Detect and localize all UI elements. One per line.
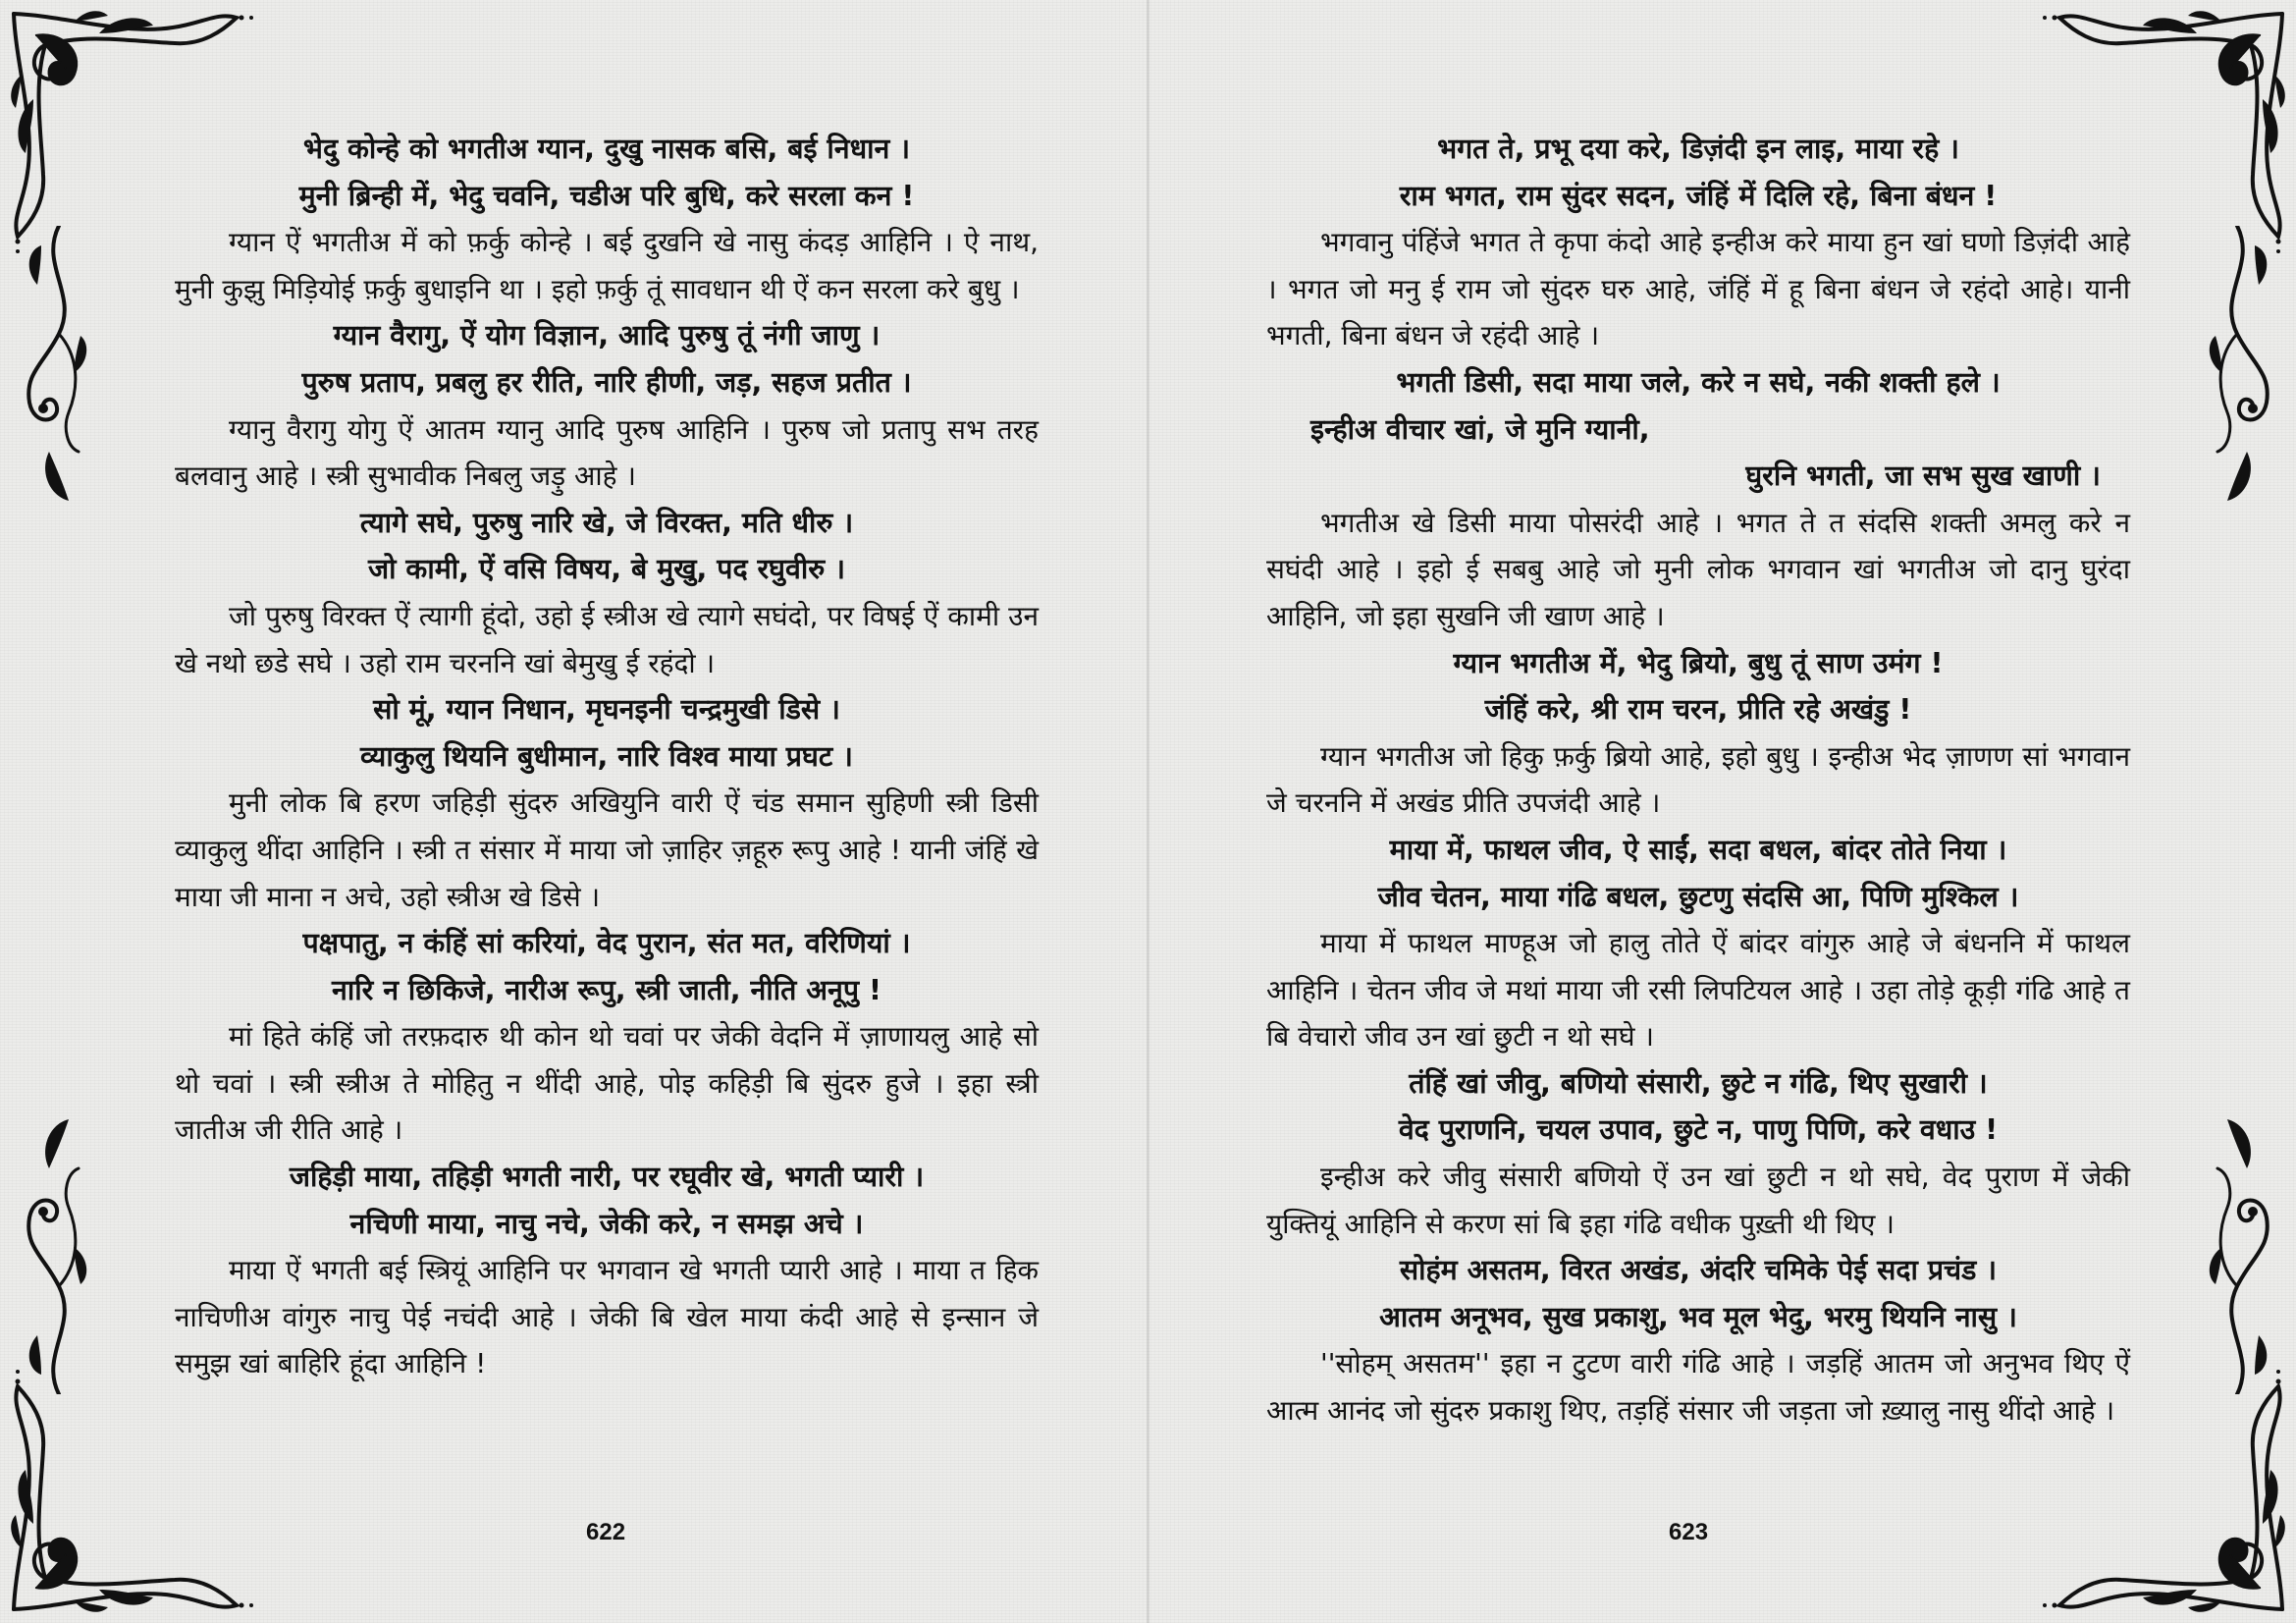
side-scroll-flourish-icon — [2188, 1109, 2276, 1394]
prose-paragraph: इन्हीअ करे जीवु संसारी बणियो ऐं उन खां छुटी न थो सघे, वेद पुराण में जेकी युक्तियूं आहिनि से करण सां बि इहा गंढि वधीक पुख़्ती थी थिए । — [1266, 1161, 2130, 1240]
verse-line: घुरनि भगती, जा सभ सुख खाणी । — [1745, 460, 2101, 493]
verse-line: जहिड़ी माया, तहिड़ी भगती नारी, पर रघूवीर खे, भगती प्यारी । — [289, 1161, 925, 1194]
verse-line: पक्षपातु, न कंहिं सां करियां, वेद पुरान, संत मत, वरिणियां । — [302, 927, 911, 960]
right-page — [1148, 0, 2296, 1623]
prose-paragraph: ग्यानु वैरागु योगु ऐं आतम ग्यानु आदि पुरुष आहिनि । पुरुष जो प्रतापु सभ तरह बलवानु आहे । स्त्री सुभावीक निबलु जड़ु आहे । — [175, 412, 1039, 493]
verse-line: मुनी ब्रिन्ही में, भेदु चवनि, चडीअ परि बुधि, करे सरला कन ! — [298, 179, 915, 212]
prose-paragraph: जो पुरुषु विरक्त ऐं त्यागी हूंदो, उहो ई स्त्रीअ खे त्यागे सघंदो, पर विषई ऐं कामी उन खे नथो छडे सघे । उहो राम चरननि खां बेमुखु ई रहंदो । — [175, 599, 1039, 679]
left-page-text — [175, 126, 1039, 1387]
prose-paragraph: भगवानु पंहिंजे भगत ते कृपा कंदो आहे इन्हीअ करे माया हुन खां घणो डिज़ंदी आहे । भगत जो मनु ई राम जो सुंदरु घरु आहे, जंहिं में हू बिना बंधन जे रहंदो आहे। यानी भगती, बिना बंधन जे रहंदी आहे । — [1266, 226, 2130, 352]
verse-line: नचिणी माया, नाचु नचे, जेकी करे, न समझ अचे । — [349, 1207, 864, 1240]
prose-paragraph: ग्यान ऐं भगतीअ में को फ़र्कु कोन्हे । बई दुखनि खे नासु कंदड़ आहिनि । ऐ नाथ, मुनी कुझु मिड़ियोई फ़र्कु बुधाइनि था । इहो फ़र्कु तूं सावधान थी ऐं कन सरला करे बुधु । — [175, 226, 1039, 305]
verse-line: सो मूं, ग्यान निधान, मृघनइनी चन्द्रमुखी डिसे । — [373, 693, 840, 727]
verse-line: नारि न छिकिजे, नारीअ रूपु, स्त्री जाती, नीति अनूपु ! — [332, 973, 881, 1006]
verse-line: जो कामी, ऐं वसि विषय, बे मुखु, पद रघुवीरु । — [367, 553, 845, 586]
verse-line: ग्यान भगतीअ में, भेदु ब्रियो, बुधु तूं साण उमंग ! — [1453, 646, 1944, 679]
verse-line: पुरुष प्रताप, प्रबलु हर रीति, नारि हीणी, जड़, सहज प्रतीत । — [301, 365, 912, 399]
verse-line: त्यागे सघे, पुरुषु नारि खे, जे विरक्त, मति धीरु । — [359, 506, 854, 539]
corner-flourish-icon — [6, 1362, 261, 1617]
verse-line: माया में, फाथल जीव, ऐ साईं, सदा बधल, बांदर तोते निया । — [1389, 833, 2007, 866]
page-number: 622 — [586, 1519, 626, 1545]
verse-line: ग्यान वैरागु, ऐं योग विज्ञान, आदि पुरुषु तूं नंगी जाणु । — [333, 319, 881, 352]
prose-paragraph: भगतीअ खे डिसी माया पोसरंदी आहे । भगत ते त संदसि शक्ती अमलु करे न सघंदी आहे । इहो ई सबबु आहे जो मुनी लोक भगवान खां भगतीअ जो दानु घुरंदा आहिनि, जो इहा सुखनि जी खाण आहे । — [1266, 506, 2130, 632]
prose-paragraph: मां हिते कंहिं जो तरफ़दारु थी कोन थो चवां पर जेकी वेदनि में ज़ाणायलु आहे सो थो चवां । स्त्री स्त्रीअ ते मोहितु न थींदी आहे, पोइ कहिड़ी बि सुंदरु हुजे । इहा स्त्री जातीअ जी रीति आहे । — [175, 1020, 1039, 1147]
verse-line: वेद पुराणनि, चयल उपाव, छुटे न, पाणु पिणि, करे वधाउ ! — [1398, 1113, 1999, 1147]
verse-line: इन्हीअ वीचार खां, जे मुनि ग्यानी, — [1310, 412, 1650, 446]
prose-paragraph: ग्यान भगतीअ जो हिकु फ़र्कु ब्रियो आहे, इहो बुधु । इन्हीअ भेद ज़ाणण सां भगवान जे चरननि में अखंड प्रीति उपजंदी आहे । — [1266, 739, 2130, 820]
prose-paragraph: माया में फाथल माण्हूअ जो हालु तोते ऐं बांदर वांगुरु आहे जे बंधननि में फाथल आहिनि । चेतन जीव जे मथां माया जी रसी लिपटियल आहे । उहा तोड़े कूड़ी गंढि आहे त बि वेचारो जीव उन खां छुटी न थो सघे । — [1266, 927, 2130, 1054]
verse-line: राम भगत, राम सुंदर सदन, जंहिं में दिलि रहे, बिना बंधन ! — [1399, 179, 1998, 212]
verse-line: व्याकुलु थियनि बुधीमान, नारि विश्व माया प्रघट । — [360, 739, 853, 773]
side-scroll-flourish-icon — [20, 1109, 108, 1394]
prose-paragraph: माया ऐं भगती बई स्त्रियूं आहिनि पर भगवान खे भगती प्यारी आहे । माया त हिक नाचिणीअ वांगुरु नाचु पेई नचंदी आहे । जेकी बि खेल माया कंदी आहे से इन्सान जे समुझ खां बाहिरि हूंदा आहिनि ! — [175, 1254, 1039, 1380]
prose-paragraph: ''सोहम् असतम'' इहा न टुटण वारी गंढि आहे । जड़हिं आतम जो अनुभव थिए ऐं आत्म आनंद जो सुंदरु प्रकाशु थिए, तड़हिं संसार जी जड़ता जो ख़्यालु नासु थींदो आहे । — [1266, 1347, 2130, 1428]
verse-line: आतम अनूभव, सुख प्रकाशु, भव मूल भेदु, भरमु थियनि नासु । — [1379, 1300, 2017, 1333]
prose-paragraph: मुनी लोक बि हरण जहिड़ी सुंदरु अखियुनि वारी ऐं चंड समान सुहिणी स्त्री डिसी व्याकुलु थींदा आहिनि । स्त्री त संसार में माया जो ज़ाहिर ज़हूरु रूपु आहे ! यानी जंहिं खे माया जी माना न अचे, उहो स्त्रीअ खे डिसे । — [175, 786, 1039, 913]
verse-line: भगती डिसी, सदा माया जले, करे न सघे, नकी शक्ती हले । — [1396, 365, 2001, 399]
side-scroll-flourish-icon — [20, 226, 108, 511]
verse-line: तंहिं खां जीवु, बणियो संसारी, छुटे न गंढि, थिए सुखारी । — [1409, 1066, 1988, 1100]
verse-line: सोहंम असतम, विरत अखंड, अंदरि चमिके पेई सदा प्रचंड । — [1399, 1254, 1998, 1287]
verse-line: जीव चेतन, माया गंढि बधल, छुटणु संदसि आ, पिणि मुश्किल । — [1377, 880, 2019, 913]
verse-line: भेदु कोन्हे को भगतीअ ग्यान, दुखु नासक बसि, बई निधान । — [302, 133, 911, 165]
verse-line: भगत ते, प्रभू दया करे, डिज़ंदी इन लाइ, माया रहे । — [1437, 133, 1959, 165]
right-page-text — [1266, 126, 2130, 1434]
side-scroll-flourish-icon — [2188, 226, 2276, 511]
page-number: 623 — [1669, 1519, 1709, 1545]
verse-line: जंहिं करे, श्री राम चरन, प्रीति रहे अखंडु ! — [1484, 693, 1912, 727]
